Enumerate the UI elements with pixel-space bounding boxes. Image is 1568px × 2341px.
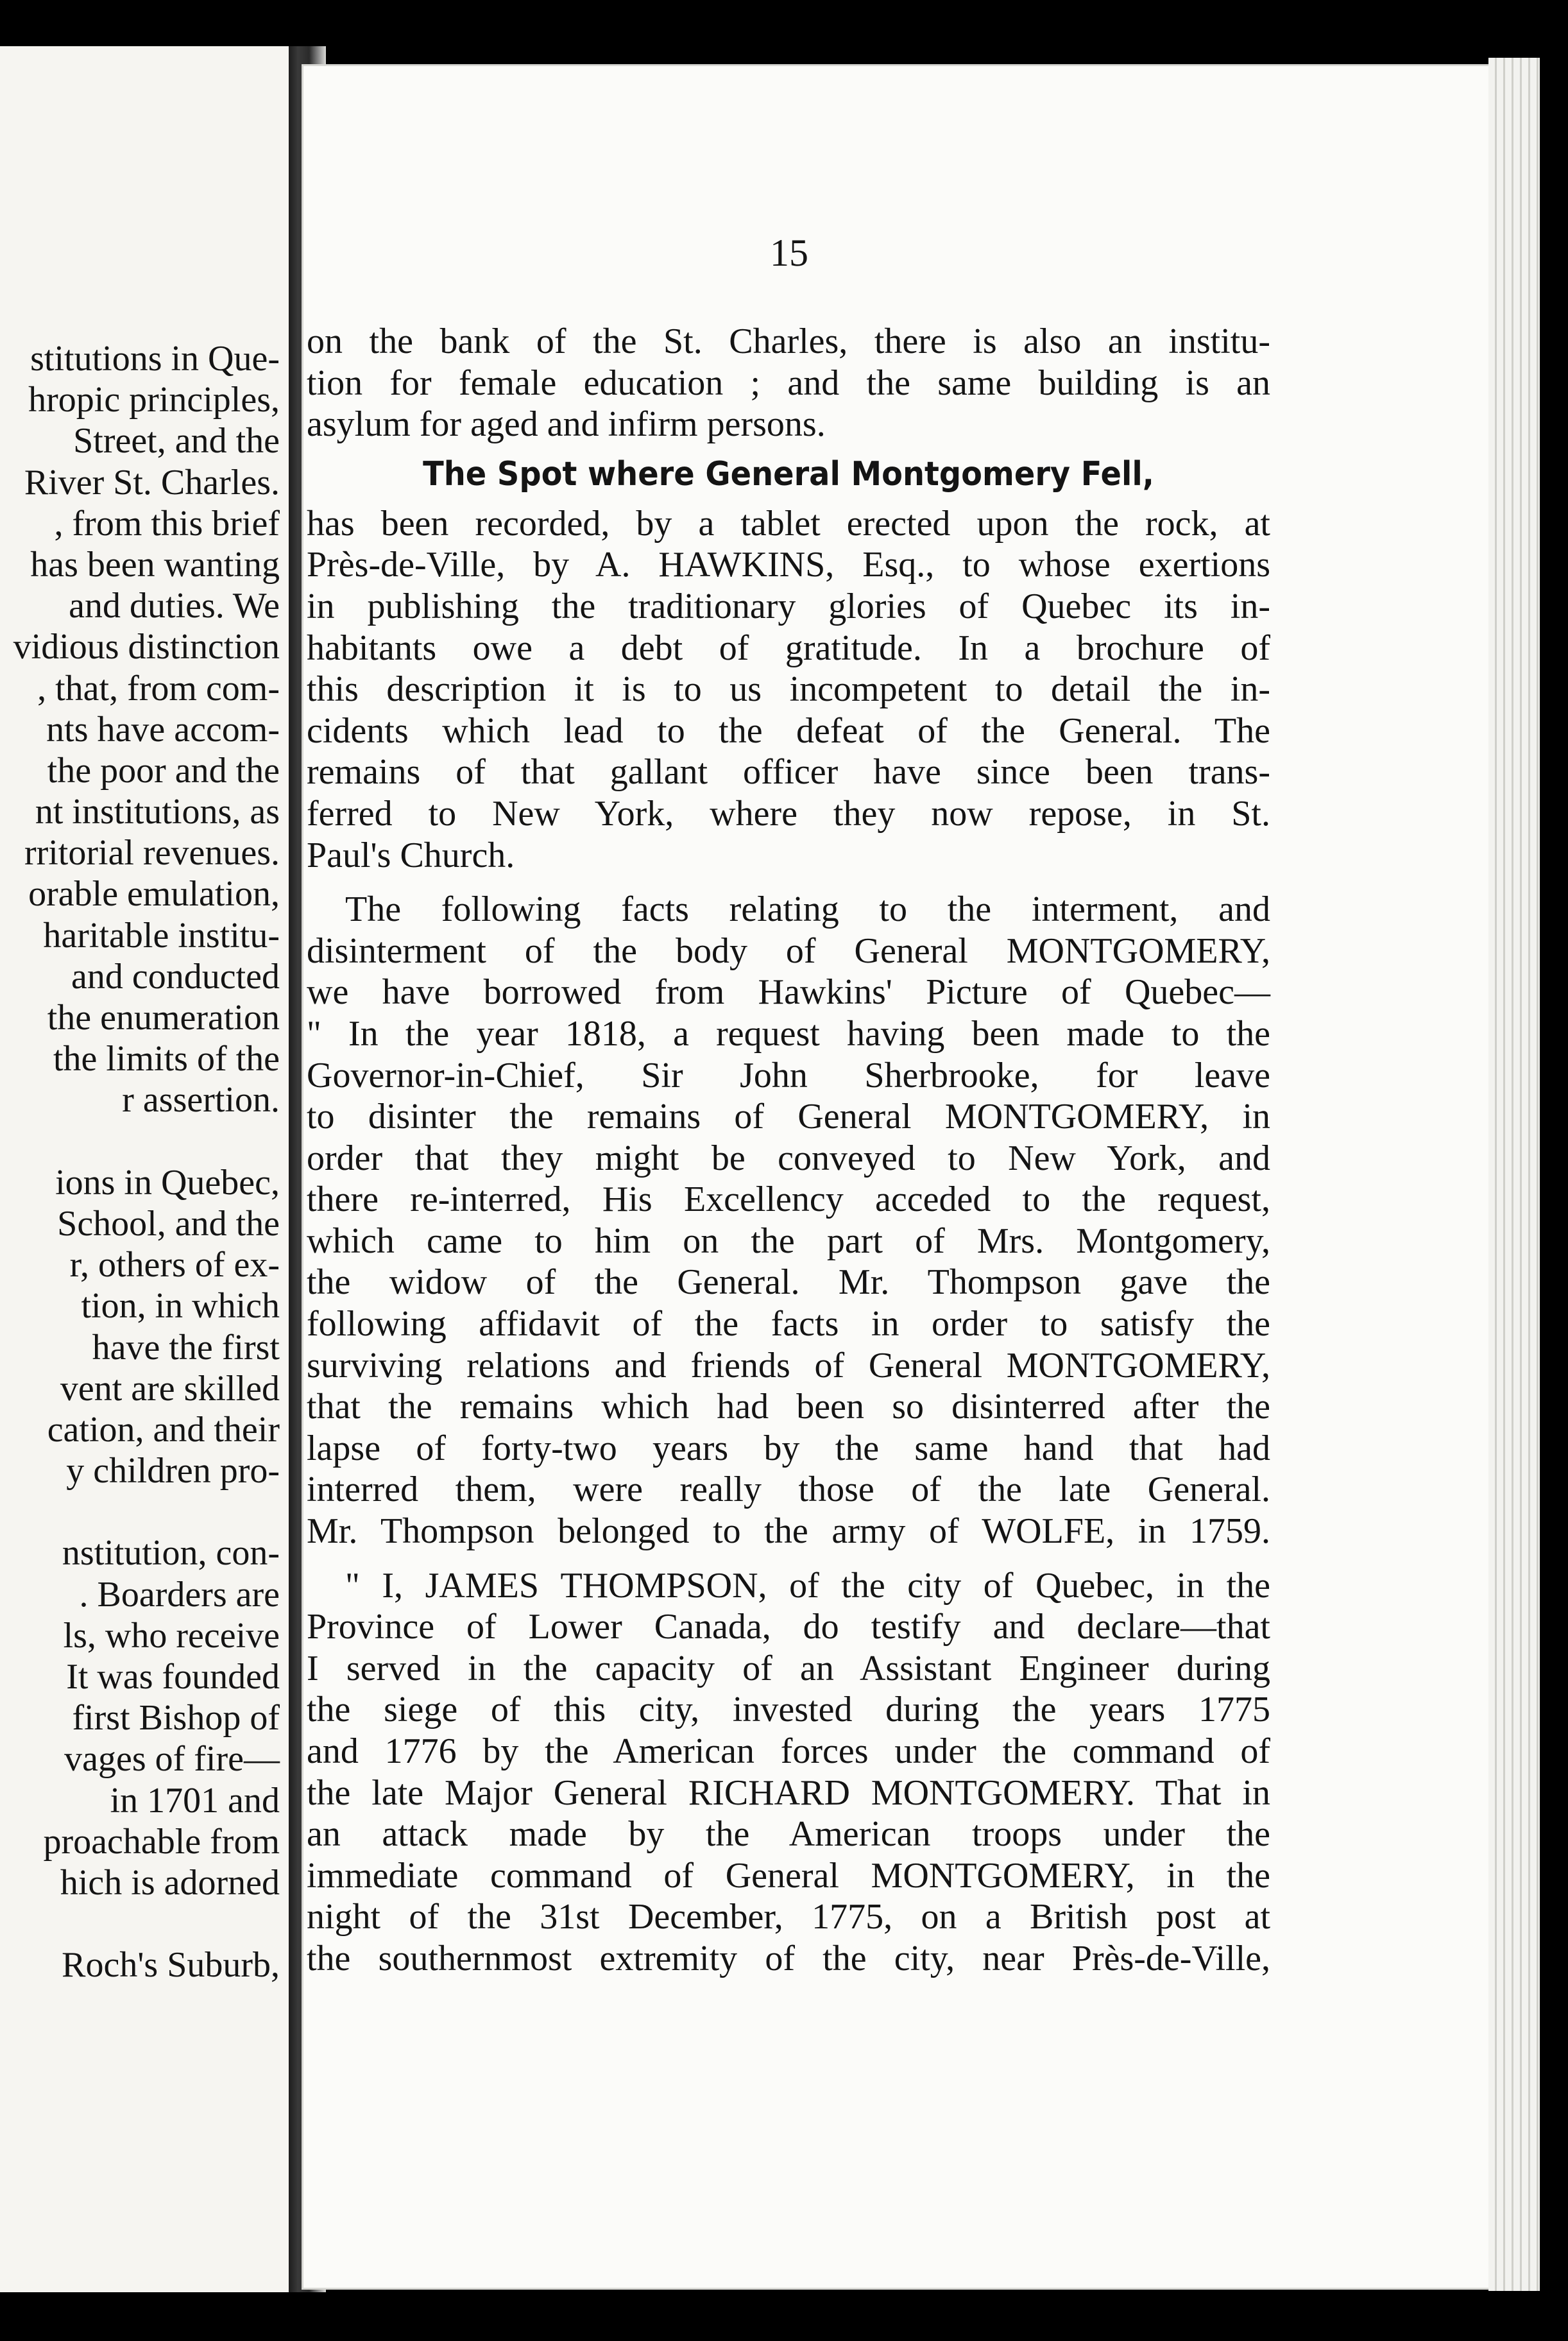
left-facing-page: [0, 46, 289, 2292]
text-line: immediate command of General MONTGOMERY, in the: [307, 1855, 1270, 1896]
text-line: lapse of forty-two years by the same hand that had: [307, 1428, 1270, 1468]
left-page-line: . Boarders are: [79, 1574, 280, 1615]
paragraph-interment: [307, 889, 1270, 1552]
text-line: Governor-in-Chief, Sir John Sherbrooke, for leave: [307, 1055, 1270, 1095]
left-page-line: ions in Quebec,: [55, 1162, 280, 1203]
left-page-line: nt institutions, as: [35, 792, 280, 832]
text-line: an attack made by the American troops under the: [307, 1814, 1270, 1855]
left-page-line: y children pro-: [66, 1451, 280, 1491]
left-page-line: , that, from com-: [37, 668, 280, 708]
text-line: on the bank of the St. Charles, there is also an institu-: [307, 322, 1270, 361]
left-page-line: have the first: [92, 1327, 280, 1368]
left-page-line: the poor and the: [47, 750, 280, 791]
text-line: asylum for aged and infirm persons.: [307, 404, 826, 445]
page-number: 15: [770, 232, 808, 274]
left-page-line: It was founded: [66, 1657, 280, 1697]
text-line: Près-de-Ville, by A. HAWKINS, Esq., to whose exertions: [307, 545, 1270, 585]
left-page-line: hropic principles,: [28, 380, 280, 420]
left-page-line: first Bishop of: [72, 1698, 280, 1738]
text-line: surviving relations and friends of General MONTGOMERY,: [307, 1345, 1270, 1385]
text-line: " In the year 1818, a request having been made to the: [307, 1013, 1270, 1054]
text-line: Province of Lower Canada, do testify and declare—that: [307, 1607, 1270, 1647]
text-line: tion for female education ; and the same building is an: [307, 363, 1270, 403]
text-line: disinterment of the body of General MONTGOMERY,: [307, 930, 1270, 971]
text-line: Mr. Thompson belonged to the army of WOLFE, in 1759.: [307, 1511, 1270, 1552]
left-page-text: [0, 338, 280, 1986]
left-page-line: and duties. We: [69, 586, 280, 626]
left-page-line: vidious distinction: [13, 627, 280, 667]
text-line: remains of that gallant officer have since been trans-: [307, 752, 1270, 793]
text-line: that the remains which had been so disinterred after the: [307, 1387, 1270, 1427]
left-page-line: r, others of ex-: [69, 1245, 280, 1285]
text-line: interred them, were really those of the late General.: [307, 1470, 1270, 1510]
left-page-line: School, and the: [57, 1203, 280, 1244]
text-line: following affidavit of the facts in order to satisfy the: [307, 1304, 1270, 1344]
text-line: the late Major General RICHARD MONTGOMERY. That in: [307, 1772, 1270, 1813]
left-page-line: , from this brief: [54, 503, 280, 544]
page-body: [307, 321, 1270, 1980]
text-line: habitants owe a debt of gratitude. In a brochure of: [307, 628, 1270, 668]
left-page-line: stitutions in Que-: [30, 339, 280, 379]
text-line: Paul's Church.: [307, 835, 515, 875]
text-line: which came to him on the part of Mrs. Montgomery,: [307, 1221, 1270, 1261]
intro-paragraph: [307, 321, 1270, 445]
left-page-line: [0, 1121, 280, 1162]
left-page-line: vages of fire—: [64, 1739, 280, 1779]
page-edges: [1488, 58, 1540, 2291]
left-page-line: ls, who receive: [63, 1615, 280, 1656]
text-line: ferred to New York, where they now repose, in St.: [307, 793, 1270, 834]
left-page-line: Roch's Suburb,: [62, 1945, 280, 1985]
text-line: The following facts relating to the interment, and: [345, 889, 1270, 930]
text-line: has been recorded, by a tablet erected upon the rock, at: [307, 503, 1270, 544]
text-line: the southernmost extremity of the city, near Près-de-Ville,: [307, 1938, 1270, 1978]
left-page-line: the limits of the: [53, 1039, 280, 1079]
left-page-line: [0, 1491, 280, 1532]
left-page-line: vent are skilled: [60, 1368, 280, 1409]
left-page-line: orable emulation,: [28, 874, 280, 914]
left-page-line: rritorial revenues.: [24, 833, 280, 873]
text-line: we have borrowed from Hawkins' Picture of Quebec—: [307, 972, 1270, 1013]
text-line: in publishing the traditionary glories of Quebec its in-: [307, 586, 1270, 626]
left-page-line: and conducted: [71, 956, 280, 997]
text-line: this description it is to us incompetent to detail the in-: [307, 669, 1270, 710]
left-page-line: haritable institu-: [43, 915, 280, 956]
left-page-line: hich is adorned: [60, 1862, 280, 1903]
text-line: order that they might be conveyed to New York, and: [307, 1138, 1270, 1178]
text-line: night of the 31st December, 1775, on a British post at: [307, 1897, 1270, 1937]
left-page-line: in 1701 and: [110, 1780, 280, 1821]
text-line: " I, JAMES THOMPSON, of the city of Quebec, in the: [345, 1565, 1270, 1606]
left-page-line: cation, and their: [47, 1409, 280, 1450]
left-page-line: [0, 1903, 280, 1944]
left-page-line: tion, in which: [81, 1286, 280, 1326]
paragraph-affidavit: [307, 1565, 1270, 1980]
left-page-line: has been wanting: [30, 544, 280, 585]
text-line: I served in the capacity of an Assistant Engineer during: [307, 1648, 1270, 1688]
text-line: the widow of the General. Mr. Thompson gave the: [307, 1262, 1270, 1303]
text-line: there re-interred, His Excellency acceded to the request,: [307, 1179, 1270, 1220]
left-page-line: Street, and the: [73, 421, 280, 461]
left-page-line: River St. Charles.: [24, 462, 280, 502]
left-page-line: nstitution, con-: [62, 1533, 280, 1574]
text-line: cidents which lead to the defeat of the General. The: [307, 710, 1270, 751]
text-line: to disinter the remains of General MONTGOMERY, in: [307, 1097, 1270, 1137]
text-line: the siege of this city, invested during the years 1775: [307, 1690, 1270, 1730]
paragraph-tablet: [307, 503, 1270, 876]
section-heading: The Spot where General Montgomery Fell,: [423, 454, 1154, 493]
left-page-line: r assertion.: [122, 1080, 280, 1120]
left-page-line: the enumeration: [47, 998, 280, 1038]
text-line: and 1776 by the American forces under the command of: [307, 1731, 1270, 1771]
left-page-line: nts have accom-: [46, 709, 280, 750]
left-page-line: proachable from: [43, 1821, 280, 1862]
